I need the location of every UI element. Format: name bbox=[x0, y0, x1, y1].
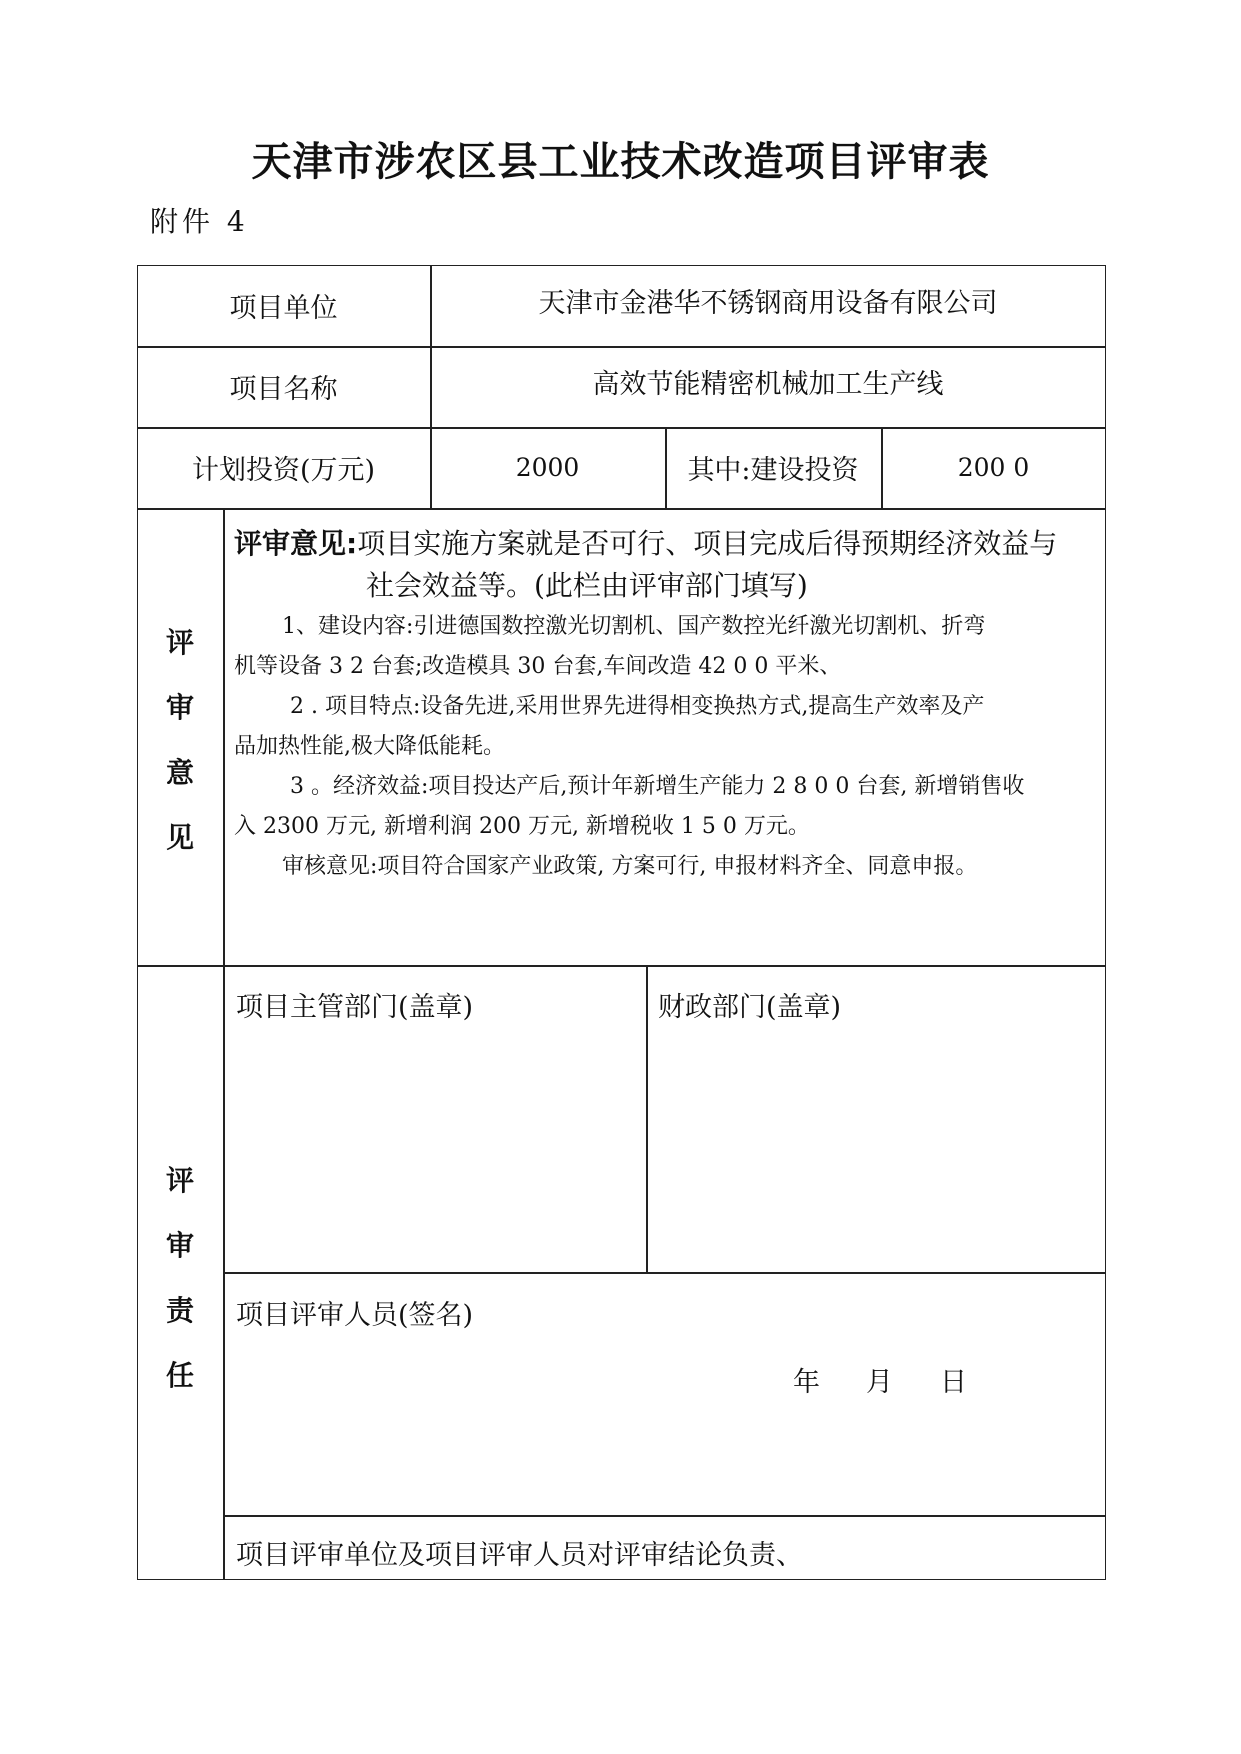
side-char: 任 bbox=[165, 1359, 194, 1392]
document-title: 天津市涉农区县工业技术改造项目评审表 bbox=[251, 139, 990, 185]
finance-stamp-label: 财政部门(盖章) bbox=[658, 992, 842, 1023]
review-heading-line2: 社会效益等。(此栏由评审部门填写) bbox=[366, 569, 808, 602]
attachment-label: 附件 4 bbox=[150, 205, 249, 238]
row-divider bbox=[137, 965, 1106, 967]
row-divider bbox=[223, 1515, 1106, 1517]
project-name-value: 高效节能精密机械加工生产线 bbox=[592, 368, 944, 400]
audit-opinion: 审核意见:项目符合国家产业政策, 方案可行, 申报材料齐全、同意申报。 bbox=[282, 854, 978, 879]
reviewer-signature-label: 项目评审人员(签名) bbox=[236, 1300, 474, 1331]
construction-investment-label: 其中:建设投资 bbox=[687, 455, 859, 486]
column-divider bbox=[223, 508, 225, 1580]
project-unit-label: 项目单位 bbox=[229, 293, 338, 324]
side-char: 审 bbox=[165, 1229, 194, 1262]
project-name-label: 项目名称 bbox=[229, 374, 338, 405]
planned-investment-value: 2000 bbox=[515, 453, 580, 482]
planned-investment-label: 计划投资(万元) bbox=[191, 455, 376, 486]
side-char: 审 bbox=[165, 691, 194, 724]
column-divider bbox=[646, 965, 648, 1272]
review-heading bbox=[234, 523, 1104, 565]
construction-investment-value: 200 0 bbox=[957, 453, 1030, 482]
review-item-3-cont: 入 2300 万元, 新增利润 200 万元, 新增税收 1 5 0 万元。 bbox=[234, 814, 810, 839]
review-responsibility-side-label bbox=[137, 1148, 223, 1408]
date-year: 年 bbox=[793, 1367, 820, 1398]
review-heading-bold: 评审意见: bbox=[234, 527, 358, 560]
side-char: 意 bbox=[165, 756, 194, 789]
side-char: 评 bbox=[165, 626, 194, 659]
review-opinion-content bbox=[234, 523, 1104, 887]
review-item-2: 2 . 项目特点:设备先进,采用世界先进得相变换热方式,提高生产效率及产 bbox=[290, 694, 985, 719]
review-item-2-cont: 品加热性能,极大降低能耗。 bbox=[234, 734, 505, 759]
review-item-1: 1、建设内容:引进德国数控激光切割机、国产数控光纤激光切割机、折弯 bbox=[282, 614, 986, 639]
review-item-1-cont: 机等设备 3 2 台套;改造模具 30 台套,车间改造 42 0 0 平米、 bbox=[234, 654, 842, 679]
project-unit-value: 天津市金港华不锈钢商用设备有限公司 bbox=[538, 287, 998, 319]
dept-stamp-label: 项目主管部门(盖章) bbox=[236, 992, 474, 1023]
row-divider bbox=[223, 1272, 1106, 1274]
row-divider bbox=[137, 508, 1106, 510]
side-char: 见 bbox=[165, 821, 194, 854]
review-item-3: 3 。经济效益:项目投达产后,预计年新增生产能力 2 8 0 0 台套, 新增销售收 bbox=[290, 774, 1025, 799]
side-char: 评 bbox=[165, 1164, 194, 1197]
responsibility-statement: 项目评审单位及项目评审人员对评审结论负责、 bbox=[236, 1540, 803, 1571]
side-char: 责 bbox=[165, 1294, 194, 1327]
review-heading-text: 项目实施方案就是否可行、项目完成后得预期经济效益与 bbox=[357, 527, 1058, 560]
date-month: 月 bbox=[866, 1367, 893, 1398]
date-day: 日 bbox=[940, 1367, 967, 1398]
review-opinion-side-label bbox=[137, 610, 223, 870]
